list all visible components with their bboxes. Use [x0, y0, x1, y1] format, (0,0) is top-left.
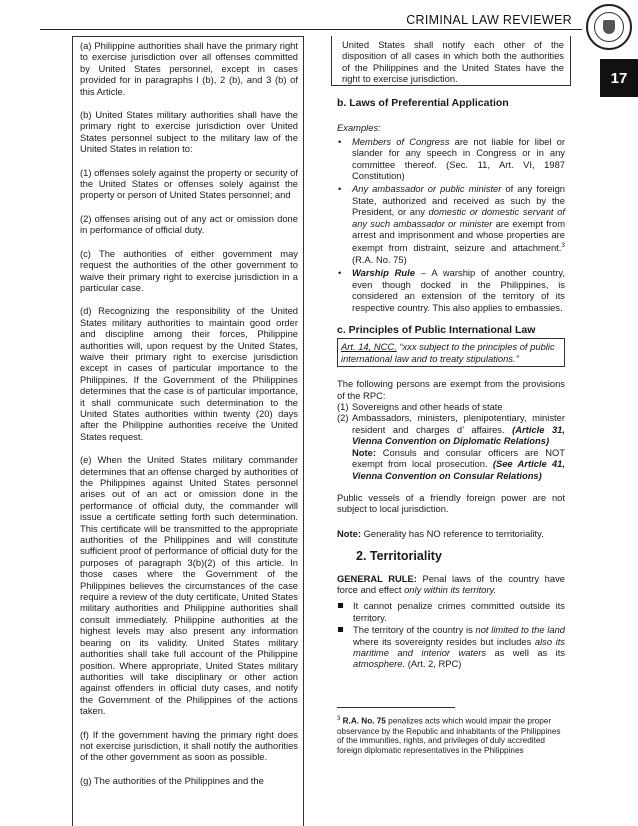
section-b-heading: b. Laws of Preferential Application — [337, 97, 509, 109]
footnote-ref[interactable]: 3 — [561, 242, 565, 250]
list-item: (2) Ambassadors, ministers, plenipotentiary, minister resident and charges d’ affaires. (Article 31, Vienna Convention on Diplomatic Relations) Note: Consuls and consular officers are NOT exempt from local prosecution. (See Article 41, Vienna Convention on Consular Relations) — [337, 412, 565, 481]
list-item: • Warship Rule – A warship of another country, even though docked in the Philippines, is considered an extension of the territory of its respective country. This also applies to embassies. — [338, 267, 565, 313]
list-item: • Members of Congress are not liable for libel or slander for any speech in Congress or in any committee thereof. (Sec. 11, Art. VI, 1987 Constitution) — [338, 135, 565, 182]
paragraph-b2: (2) offenses arising out of any act or omission done in performance of official duty. — [80, 212, 298, 236]
exempt-intro: The following persons are exempt from the provisions of the RPC: — [337, 378, 565, 401]
paragraph-b: (b) United States military authorities shall have the primary right to exercise jurisdiction over United States personnel subject to the military law of the United States in relation to: — [80, 109, 298, 155]
running-header: CRIMINAL LAW REVIEWER — [406, 13, 572, 27]
university-seal-icon — [586, 4, 632, 50]
bullet-icon: • — [338, 267, 342, 279]
bullet-icon: • — [338, 183, 342, 195]
public-vessels-text: Public vessels of a friendly foreign power are not subject to local jurisdiction. — [337, 491, 565, 515]
list-item: The territory of the country is not limited to the land where its sovereignty resides but includes also its maritime and interior waters as well as its atmosphere. (Art. 2, RPC) — [337, 624, 565, 670]
paragraph-a: (a) Philippine authorities shall have the primary right to exercise jurisdiction over all offenses committed by United States personnel, except in cases provided for in paragraphs l (b), 2 (b), and 3 (b) of this Article. — [80, 40, 298, 97]
page-number-tab: 17 — [600, 59, 638, 97]
footnote: $^3$ R.A. No. 75 penalizes acts which would impair the proper observance by the Republic and inhabitants of the Philippines of the immunities, rights, and privileges of duly accredited foreign diplomatic representatives in the Philippines — [337, 716, 561, 756]
square-bullet-icon — [338, 627, 343, 632]
general-rule: GENERAL RULE: Penal laws of the country have force and effect only within its territory. — [337, 572, 565, 595]
paragraph-b1: (1) offenses solely against the property or security of the United States or offenses solely against the property or person of United States personnel; and — [80, 166, 298, 201]
right-column — [337, 98, 565, 671]
examples-label: Examples: — [337, 122, 381, 134]
list-item: • Any ambassador or public minister of any foreign State, authorized and received as such by the President, or any domestic or domestic servant of any such ambassador or minister are exempt from arrest and imprisonment and whose properties are exempt from distraint, seizure and attachment.$^3$ (R.A. No. 75) — [338, 183, 566, 265]
footnote-rule — [337, 707, 455, 708]
paragraph-d: (d) Recognizing the responsibility of the United States military authorities to maintain good order and discipline among their forces, Philippine authorities will, upon request by the United States, waive their primary right to exercise jurisdiction except in cases of particular importance to the Philippines. If the Government of the Philippines determines that the case is of particular importance, it shall communicate such determination to the United States authorities within twenty (20) days after the Philippine authorities receive the United States request. — [80, 305, 298, 442]
square-bullet-icon — [338, 603, 343, 608]
header-rule — [40, 29, 582, 30]
bullet-icon: • — [338, 135, 342, 147]
paragraph-c: (c) The authorities of either government may request the authorities of the other government to waive their primary right to exercise jurisdiction in a particular case. — [80, 247, 298, 293]
list-item: It cannot penalize crimes committed outside its territory. — [337, 600, 565, 623]
article-14-box: Art. 14, NCC. “xxx subject to the principles of public international law and to treaty stipulations.” — [337, 338, 565, 367]
section-c-heading: c. Principles of Public International Law — [337, 324, 536, 337]
section-2-heading: 2. Territoriality — [356, 549, 442, 564]
paragraph-f: (f) If the government having the primary right does not exercise jurisdiction, it shall notify the authorities of the other government as soon as possible. — [80, 728, 298, 763]
territoriality-list — [337, 600, 565, 669]
exempt-list — [337, 401, 565, 481]
paragraph-g: (g) The authorities of the Philippines and the — [80, 774, 264, 786]
generality-note: Note: Generality has NO reference to territoriality. — [337, 527, 544, 539]
examples-list — [337, 136, 565, 313]
list-item: (1) Sovereigns and other heads of state — [337, 401, 503, 413]
continuation-box: United States shall notify each other of the disposition of all cases in which both the authorities of the Philippines and the United States have the right to exercise jurisdiction. — [331, 36, 571, 86]
left-column-box — [72, 36, 304, 826]
paragraph-e: (e) When the United States military commander determines that an offense charged by authorities of the Philippines against United States personnel arises out of an act or omission done in the performance of official duty, the commander will issue a certificate setting forth such determination. This certificate will be transmitted to the appropriate authorities of the Philippines and will constitute sufficient proof of performance of official duty for the purposes of paragraph 3(b)(2) of this article. In those cases where the Government of the Philippines believes the circumstances of the case require a review of the duty certificate, United States military authorities and Philippine authorities shall consult immediately. Philippine authorities at the highest levels may also present any information bearing on its validity. United States military authorities shall take full account of the Philippine position. Where appropriate, United States military authorities will take disciplinary or other action against offenders in official duty cases, and notify the Government of the Philippines of the actions taken. — [80, 454, 298, 717]
